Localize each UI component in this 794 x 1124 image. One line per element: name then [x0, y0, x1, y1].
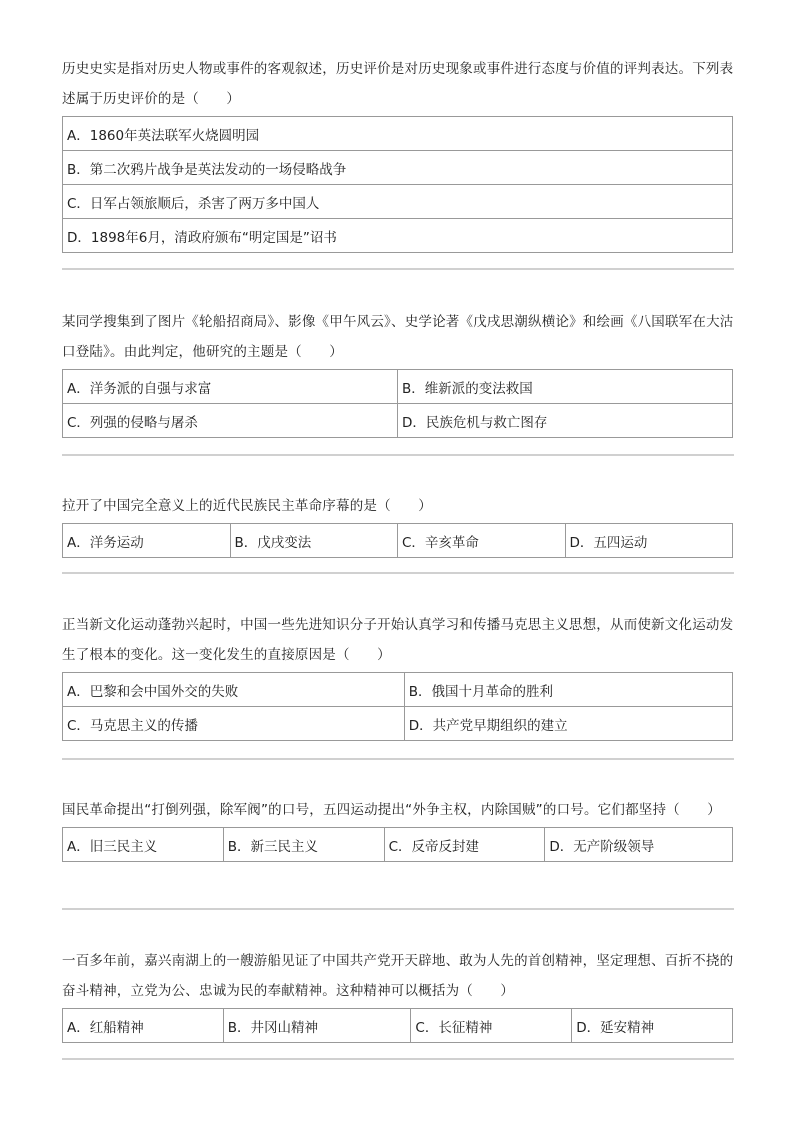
divider	[62, 908, 734, 910]
options-table	[62, 1008, 733, 1043]
option-a[interactable]: A．红船精神	[63, 1009, 224, 1043]
option-b[interactable]: B．新三民主义	[223, 828, 384, 862]
option-a[interactable]: A．巴黎和会中国外交的失败	[63, 673, 405, 707]
divider	[62, 572, 734, 574]
question-3	[62, 491, 734, 558]
question-stem: 国民革命提出“打倒列强，除军阀”的口号，五四运动提出“外争主权，内除国贼”的口号。它们都坚持（ ）	[62, 802, 721, 818]
question-stem: 正当新文化运动蓬勃兴起时，中国一些先进知识分子开始认真学习和传播马克思主义思想，从而使新文化运动发生了根本的变化。这一变化发生的直接原因是（ ）	[62, 617, 734, 663]
option-b[interactable]: B．俄国十月革命的胜利	[404, 673, 732, 707]
question-6	[62, 946, 734, 1043]
option-d[interactable]: D．延安精神	[572, 1009, 733, 1043]
option-b[interactable]: B．维新派的变法救国	[398, 370, 733, 404]
option-b[interactable]: B．井冈山精神	[223, 1009, 411, 1043]
option-c[interactable]: C．长征精神	[411, 1009, 572, 1043]
question-2	[62, 307, 734, 438]
divider	[62, 1058, 734, 1060]
option-d[interactable]: D．民族危机与救亡图存	[398, 404, 733, 438]
option-c[interactable]: C．辛亥革命	[398, 524, 566, 558]
question-1	[62, 54, 734, 253]
divider	[62, 758, 734, 760]
question-4	[62, 610, 734, 741]
option-c[interactable]: C．反帝反封建	[384, 828, 545, 862]
option-a[interactable]: A．洋务派的自强与求富	[63, 370, 398, 404]
option-c[interactable]: C．马克思主义的传播	[63, 707, 405, 741]
option-a[interactable]: A．旧三民主义	[63, 828, 224, 862]
option-b[interactable]: B．戊戌变法	[230, 524, 398, 558]
option-b[interactable]: B．第二次鸦片战争是英法发动的一场侵略战争	[63, 151, 733, 185]
divider	[62, 454, 734, 456]
option-d[interactable]: D．共产党早期组织的建立	[404, 707, 732, 741]
option-a[interactable]: A．洋务运动	[63, 524, 231, 558]
option-d[interactable]: D．无产阶级领导	[545, 828, 733, 862]
question-stem: 拉开了中国完全意义上的近代民族民主革命序幕的是（ ）	[62, 498, 432, 514]
options-table	[62, 523, 733, 558]
question-5	[62, 795, 734, 862]
option-c[interactable]: C．日军占领旅顺后，杀害了两万多中国人	[63, 185, 733, 219]
options-table	[62, 369, 733, 438]
option-d[interactable]: D．1898年6月，清政府颁布“明定国是”诏书	[63, 219, 733, 253]
options-table	[62, 827, 733, 862]
option-c[interactable]: C．列强的侵略与屠杀	[63, 404, 398, 438]
option-d[interactable]: D．五四运动	[565, 524, 733, 558]
question-stem: 一百多年前，嘉兴南湖上的一艘游船见证了中国共产党开天辟地、敢为人先的首创精神，坚定理想、百折不挠的奋斗精神，立党为公、忠诚为民的奉献精神。这种精神可以概括为（ ）	[62, 953, 734, 999]
question-stem: 历史史实是指对历史人物或事件的客观叙述，历史评价是对历史现象或事件进行态度与价值的评判表达。下列表述属于历史评价的是（ ）	[62, 61, 734, 107]
divider	[62, 268, 734, 270]
option-a[interactable]: A．1860年英法联军火烧圆明园	[63, 117, 733, 151]
options-table	[62, 116, 733, 253]
options-table	[62, 672, 733, 741]
question-stem: 某同学搜集到了图片《轮船招商局》、影像《甲午风云》、史学论著《戊戌思潮纵横论》和绘画《八国联军在大沽口登陆》。由此判定，他研究的主题是（ ）	[62, 314, 734, 360]
